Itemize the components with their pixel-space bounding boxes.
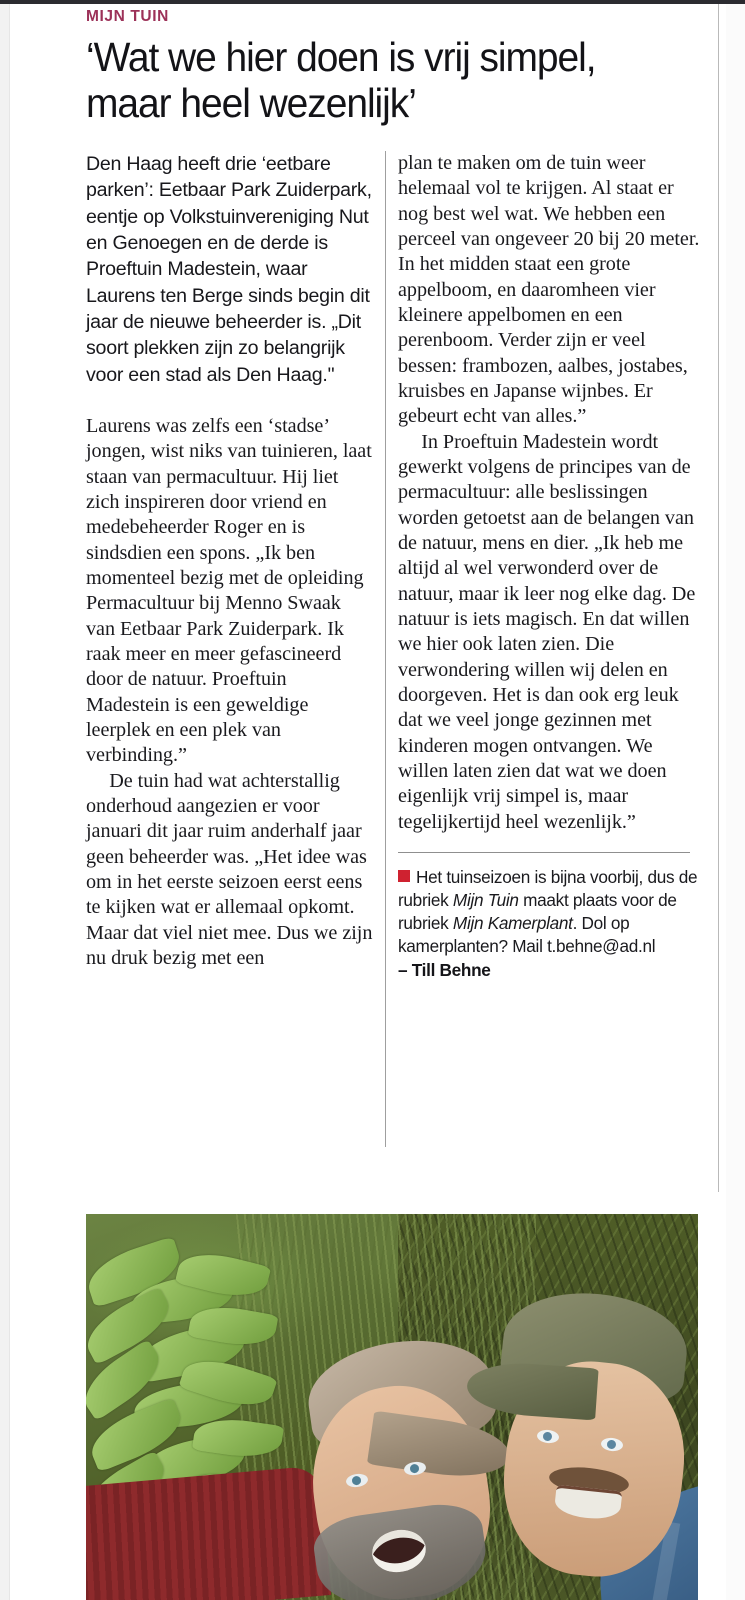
column-left bbox=[86, 151, 374, 982]
footer-note-part3: . Dol op kamerplanten? Mail t.behne@ad.nl bbox=[398, 912, 656, 956]
footer-note-part1: Het tuinseizoen is bijna voorbij, dus de rubriek bbox=[398, 867, 698, 911]
page-edge-right bbox=[726, 4, 745, 1600]
scan-top-band bbox=[0, 0, 745, 4]
right-body-text bbox=[398, 151, 700, 835]
column-divider bbox=[385, 151, 386, 1147]
page-vertical-rule-right bbox=[718, 4, 719, 1192]
footer-note-part2: maakt plaats voor de rubriek bbox=[398, 890, 677, 933]
red-square-icon bbox=[398, 870, 410, 882]
article-columns bbox=[86, 151, 700, 982]
lead-paragraph: Den Haag heeft drie ‘eetbare parken’: Eetbaar Park Zuiderpark, eentje op Volkstuinvereniging Nut en Genoegen en de derde is Proeftuin Madestein, waar Laurens ten Berge sinds begin dit jaar de nieuwe beheerder is. „Dit soort plekken zijn zo belangrijk voor een stad als Den Haag." bbox=[86, 152, 372, 386]
person-right-cap-brim bbox=[465, 1360, 598, 1421]
page-edge-left bbox=[0, 4, 10, 1600]
column-gutter bbox=[374, 151, 398, 982]
article-photo bbox=[86, 1214, 698, 1600]
article-byline: – Till Behne bbox=[398, 959, 491, 980]
article bbox=[86, 8, 700, 982]
column-right bbox=[398, 151, 700, 982]
footer-note bbox=[398, 866, 700, 981]
article-headline: ‘Wat we hier doen is vrij simpel, maar heel wezenlijk’ bbox=[86, 34, 596, 126]
photo-person-right bbox=[481, 1292, 698, 1600]
footer-divider-rule bbox=[398, 852, 690, 853]
paragraph: plan te maken om de tuin weer helemaal vol te krijgen. Al staat er nog best wel wat. We hebben een perceel van ongeveer 20 bij 20 meter. In het midden staat een grote appelboom, en daaromheen vier kleinere appelbomen en een perenboom. Verder zijn er veel bessen: frambozen, aalbes, jostabes, kruisbes en Japanse wijnbes. Er gebeurt echt van alles.” bbox=[398, 151, 700, 428]
paragraph: De tuin had wat achterstallig onderhoud aangezien er voor januari dit jaar ruim anderhalf jaar geen beheerder was. „Het idee was om in het eerste seizoen eerst eens te kijken wat er allemaal opkomt. Maar dat viel niet mee. Dus we zijn nu druk bezig met een bbox=[86, 769, 373, 970]
paragraph: Laurens was zelfs een ‘stadse’ jongen, wist niks van tuinieren, laat staan van permacultuur. Hij liet zich inspireren door vriend en medebeheerder Roger en is sindsdien een spons. „Ik ben momenteel bezig met de opleiding Permacultuur bij Menno Swaak van Eetbaar Park Zuiderpark. Ik raak meer en meer gefascineerd door de natuur. Proeftuin Madestein is een geweldige leerplek en een plek van verbinding.” bbox=[86, 414, 372, 767]
photo-background bbox=[86, 1214, 698, 1600]
photo-red-blanket bbox=[86, 1465, 331, 1600]
section-kicker: MIJN TUIN bbox=[86, 8, 169, 25]
footer-note-italic1: Mijn Tuin bbox=[452, 890, 519, 911]
footer-note-italic2: Mijn Kamerplant bbox=[452, 912, 573, 933]
paragraph: In Proeftuin Madestein wordt gewerkt volgens de principes van de permacultuur: alle beslissingen worden getoetst aan de belangen van de natuur, mens en dier. „Ik heb me altijd al wel verwonderd over de natuur, maar ik leer nog elke dag. De natuur is iets magisch. En dat willen we hier ook laten zien. Die verwondering willen wij delen en doorgeven. Het is dan ook erg leuk dat we veel jonge gezinnen met kinderen mogen ontvangen. We willen laten zien dat wat we doen eigenlijk vrij simpel is, maar tegelijkertijd heel wezenlijk.” bbox=[398, 430, 696, 833]
left-body-text bbox=[86, 414, 374, 972]
